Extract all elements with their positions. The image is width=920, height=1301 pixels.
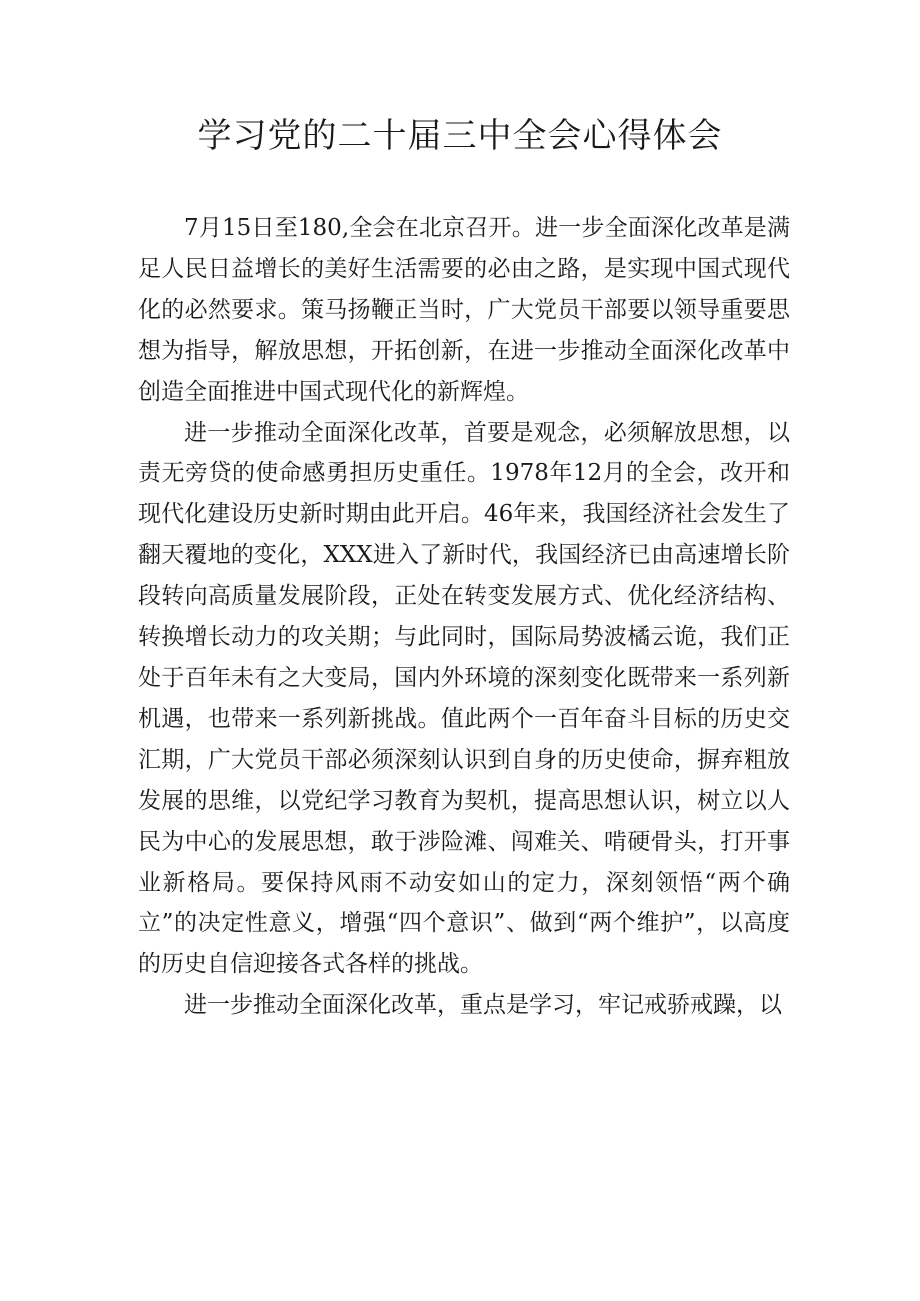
paragraph-2: 进一步推动全面深化改革，首要是观念，必须解放思想，以责无旁贷的使命感勇担历史重任。1978年12月的全会，改开和现代化建设历史新时期由此开启。46年来，我国经济社会发生了翻天覆地的变化，XXX进入了新时代，我国经济已由高速增长阶段转向高质量发展阶段，正处在转变发展方式、优化经济结构、转换增长动力的攻关期；与此同时，国际局势波橘云诡，我们正处于百年未有之大变局，国内外环境的深刻变化既带来一系列新机遇，也带来一系列新挑战。值此两个一百年奋斗目标的历史交汇期，广大党员干部必须深刻认识到自身的历史使命，摒弃粗放发展的思维，以党纪学习教育为契机，提高思想认识，树立以人民为中心的发展思想，敢于涉险滩、闯难关、啃硬骨头，打开事业新格局。要保持风雨不动安如山的定力，深刻领悟“两个确立”的决定性意义，增强“四个意识”、做到“两个维护”，以高度的历史自信迎接各式各样的挑战。 [138,419,790,978]
document-title: 学习党的二十届三中全会心得体会 [197,116,723,156]
document-body [138,208,790,1026]
paragraph-3: 进一步推动全面深化改革，重点是学习，牢记戒骄戒躁，以 [184,992,782,1019]
paragraph-1: 7月15日至180,全会在北京召开。进一步全面深化改革是满足人民日益增长的美好生活需要的必由之路，是实现中国式现代化的必然要求。策马扬鞭正当时，广大党员干部要以领导重要思想为指导，解放思想，开拓创新，在进一步推动全面深化改革中创造全面推进中国式现代化的新辉煌。 [138,215,790,405]
